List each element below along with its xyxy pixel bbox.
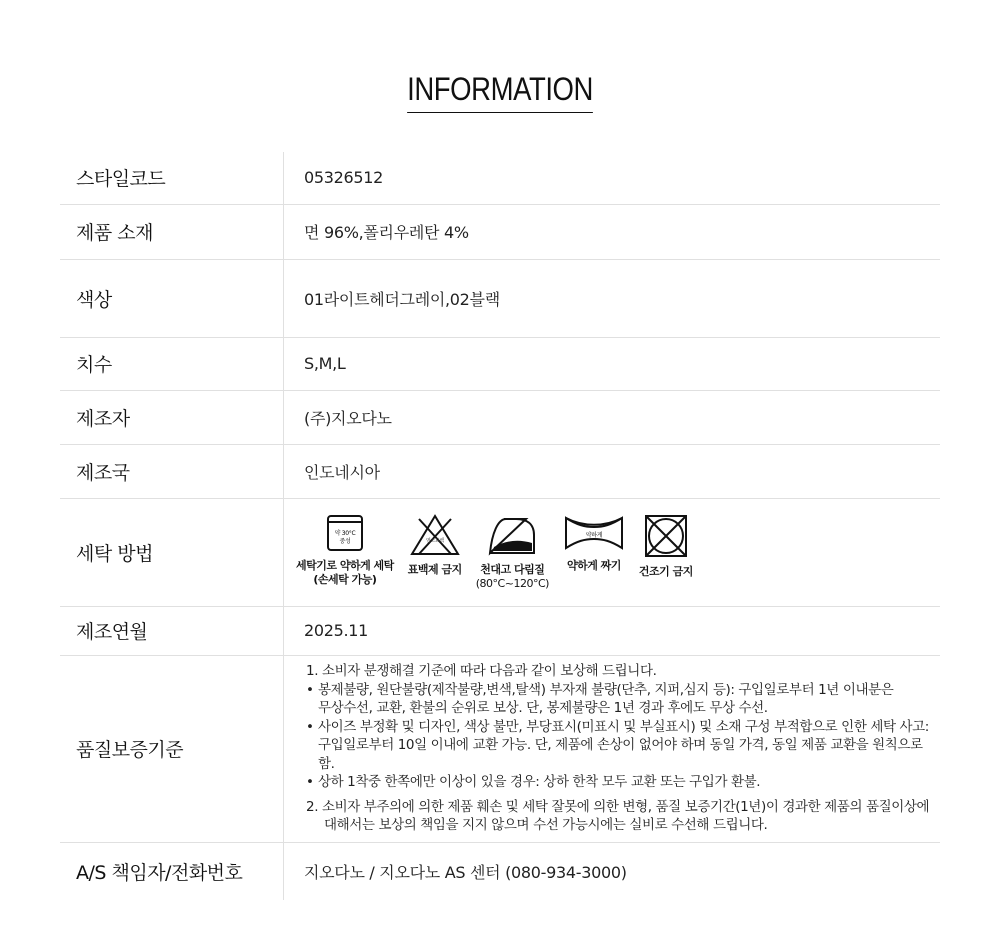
row-label: 제조자	[60, 390, 284, 444]
wring-label: 약하게	[585, 532, 603, 539]
care-item-wash	[296, 513, 394, 587]
row-label: 세탁 방법	[60, 498, 284, 606]
wash-tub-icon	[325, 513, 365, 553]
care-caption	[476, 563, 549, 591]
row-value: 인도네시아	[284, 444, 941, 498]
care-caption	[639, 565, 693, 579]
row-value: (주)지오다노	[284, 390, 941, 444]
care-item-iron	[476, 513, 549, 591]
row-label: 치수	[60, 337, 284, 390]
care-caption	[296, 559, 394, 587]
row-label: 제조연월	[60, 606, 284, 655]
bleach-label: 염소표백	[425, 538, 444, 544]
quality-text	[306, 662, 940, 835]
row-label: 색상	[60, 259, 284, 337]
table-row	[60, 444, 940, 498]
quality-bullet-cont: 구입일로부터 10일 이내에 교환 가능. 단, 제품에 손상이 없어야 하며 동일 가격, 동일 제품 교환을 원칙으로 함.	[318, 737, 923, 772]
page-title: INFORMATION	[407, 70, 593, 113]
table-row	[60, 204, 940, 259]
row-value: 05326512	[284, 152, 941, 204]
row-label: 품질보증기준	[60, 655, 284, 842]
care-item-bleach	[408, 513, 462, 577]
quality-bullet: • 사이즈 부정확 및 디자인, 색상 불만, 부당표시(미표시 및 부실표시) 및 소재 구성 부적합으로 인한 세탁 사고:	[306, 718, 940, 737]
table-row	[60, 606, 940, 655]
table-row	[60, 259, 940, 337]
quality-bullet: • 봉제불량, 원단불량(제작불량,변색,탈색) 부자재 불량(단추, 지퍼,심지 등): 구입일로부터 1년 이내분은	[306, 681, 940, 700]
care-cell	[284, 498, 941, 606]
row-label: 제품 소재	[60, 204, 284, 259]
quality-bullet-cont: 무상수선, 교환, 환불의 순위로 보상. 단, 봉제불량은 1년 경과 후에도 무상 수선.	[318, 700, 768, 717]
quality-bullet: • 상하 1착중 한쪽에만 이상이 있을 경우: 상하 한착 모두 교환 또는 구입가 환불.	[306, 773, 940, 792]
care-caption-line: 건조기 금지	[638, 565, 693, 578]
title-wrap	[0, 70, 1000, 113]
quality-item-cont: 대해서는 보상의 책임을 지지 않으며 수선 가능시에는 실비로 수선해 드립니다.	[324, 817, 768, 834]
no-tumble-dry-icon	[643, 513, 689, 559]
care-caption-line: 천대고 다림질	[480, 563, 545, 576]
care-caption	[408, 563, 462, 577]
care-caption-line: 세탁기로 약하게 세탁	[296, 559, 394, 572]
care-icons	[296, 513, 940, 591]
table-row	[60, 337, 940, 390]
care-item-dryer	[639, 513, 693, 579]
table-row	[60, 498, 940, 606]
care-caption-line: 약하게 짜기	[566, 559, 621, 572]
care-caption-line: (80°C~120°C)	[475, 577, 549, 590]
table-row	[60, 152, 940, 204]
wring-icon	[563, 513, 625, 553]
row-label: 제조국	[60, 444, 284, 498]
row-value: 면 96%,폴리우레탄 4%	[284, 204, 941, 259]
quality-item: 2. 소비자 부주의에 의한 제품 훼손 및 세탁 잘못에 의한 변형, 품질 보증기간(1년)이 경과한 제품의 품질이상에	[306, 798, 930, 815]
wash-temp-label: 약 30°C	[334, 530, 356, 537]
care-caption-line: 표백제 금지	[407, 563, 462, 576]
care-caption-line: (손세탁 가능)	[313, 573, 377, 586]
wash-detergent-label: 중성	[339, 538, 351, 545]
quality-item: 1. 소비자 분쟁해결 기준에 따라 다음과 같이 보상해 드립니다.	[306, 663, 657, 680]
row-label: A/S 책임자/전화번호	[60, 842, 284, 900]
row-value: S,M,L	[284, 337, 941, 390]
no-bleach-icon	[409, 513, 461, 557]
table-row	[60, 655, 940, 842]
row-label: 스타일코드	[60, 152, 284, 204]
care-item-wring	[563, 513, 625, 573]
quality-cell	[284, 655, 941, 842]
table-row	[60, 390, 940, 444]
table-row	[60, 842, 940, 900]
care-caption	[567, 559, 621, 573]
info-table	[60, 152, 940, 900]
iron-icon	[482, 513, 542, 557]
row-value: 01라이트헤더그레이,02블랙	[284, 259, 941, 337]
row-value: 지오다노 / 지오다노 AS 센터 (080-934-3000)	[304, 862, 627, 882]
row-value: 2025.11	[284, 606, 941, 655]
